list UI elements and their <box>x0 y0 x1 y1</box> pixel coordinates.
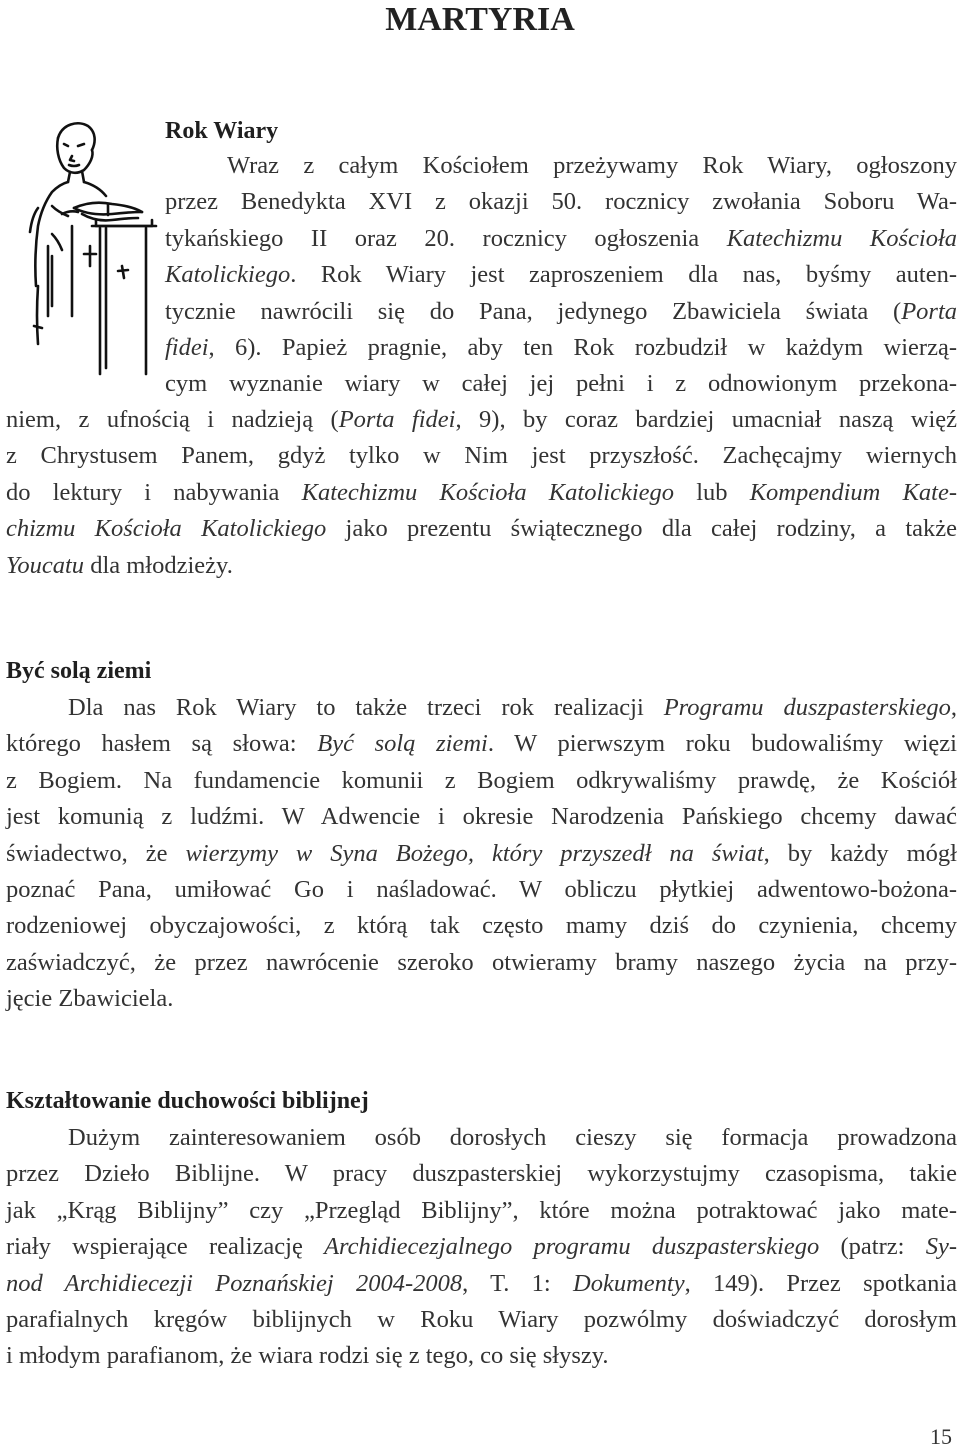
priest-reading-at-lectern-drawing-icon <box>12 116 162 376</box>
section-paragraph-rok-wiary-cont: niem, z ufnością i nadzieją (Porta fidei, 9), by coraz bardziej umacniał naszą więź z Chrystusem Panem, gdyż tylko w Nim jest przyszłość. Zachęcajmy wiernych do lektury i nabywania Katechizmu Kościoła Katolickiego lub Kompendium Kate- chizmu Kościoła Katolickiego jako prezentu świątecznego dla całej rodziny, a także Youcatu dla młodzieży. <box>6 406 958 579</box>
section-paragraph-rok-wiary: Wraz z całym Kościołem przeżywamy Rok Wiary, ogłoszony przez Benedykta XVI z okazji 50. rocznicy zwołania Soboru Wa- tykańskiego II oraz 20. rocznicy ogłoszenia Katechizmu Kościoła Katolickiego. Rok Wiary jest zaproszeniem dla nas, byśmy auten- tycznie nawrócili się do Pana, jedynego Zbawiciela świata (Porta fidei, 6). Papież pragnie, aby ten Rok rozbudził w każdym wierzą- cym wyznanie wiary w całej jej pełni i z odnowionym przekona- <box>165 152 957 398</box>
section-title-rok-wiary: Rok Wiary <box>165 118 279 144</box>
section-title-byc-sola-ziemi: Być solą ziemi <box>6 658 152 684</box>
section-paragraph-byc-sola-ziemi: Dla nas Rok Wiary to także trzeci rok realizacji Programu duszpasterskiego, którego hasłem są słowa: Być solą ziemi. W pierwszym roku budowaliśmy więzi z Bogiem. Na fundamencie komunii z Bogiem odkrywaliśmy prawdę, że Kościół jest komunią z ludźmi. W Adwencie i okresie Narodzenia Pańskiego chcemy dawać świadectwo, że wierzymy w Syna Bożego, który przyszedł na świat, by każdy mógł poznać Pana, umiłować Go i naśladować. W obliczu płytkiej adwentowo-bożona- rodzeniowej obyczajowości, z którą tak często mamy dziś do czynienia, chcemy zaświadczyć, że przez nawrócenie szeroko otwieramy bramy naszego życia na przy- jęcie Zbawiciela. <box>6 694 957 1013</box>
page-number: 15 <box>930 1424 952 1449</box>
page-title: MARTYRIA <box>385 1 575 38</box>
section-paragraph-ksztaltowanie-duchowosci: Dużym zainteresowaniem osób dorosłych cieszy się formacja prowadzona przez Dzieło Biblijne. W pracy duszpasterskiej wykorzystujmy czasopisma, takie jak „Krąg Biblijny” czy „Przegląd Biblijny”, które można potraktować jako mate- riały wspierające realizację Archidiecezjalnego programu duszpasterskiego (patrz: Sy- nod Archidiecezji Poznańskiej 2004-2008, T. 1: Dokumenty, 149). Przez spotkania parafialnych kręgów biblijnych w Roku Wiary pozwólmy doświadczyć dorosłym i młodym parafianom, że wiara rodzi się z tego, co się słyszy. <box>6 1124 957 1370</box>
section-title-ksztaltowanie-duchowosci: Kształtowanie duchowości biblijnej <box>6 1088 369 1114</box>
